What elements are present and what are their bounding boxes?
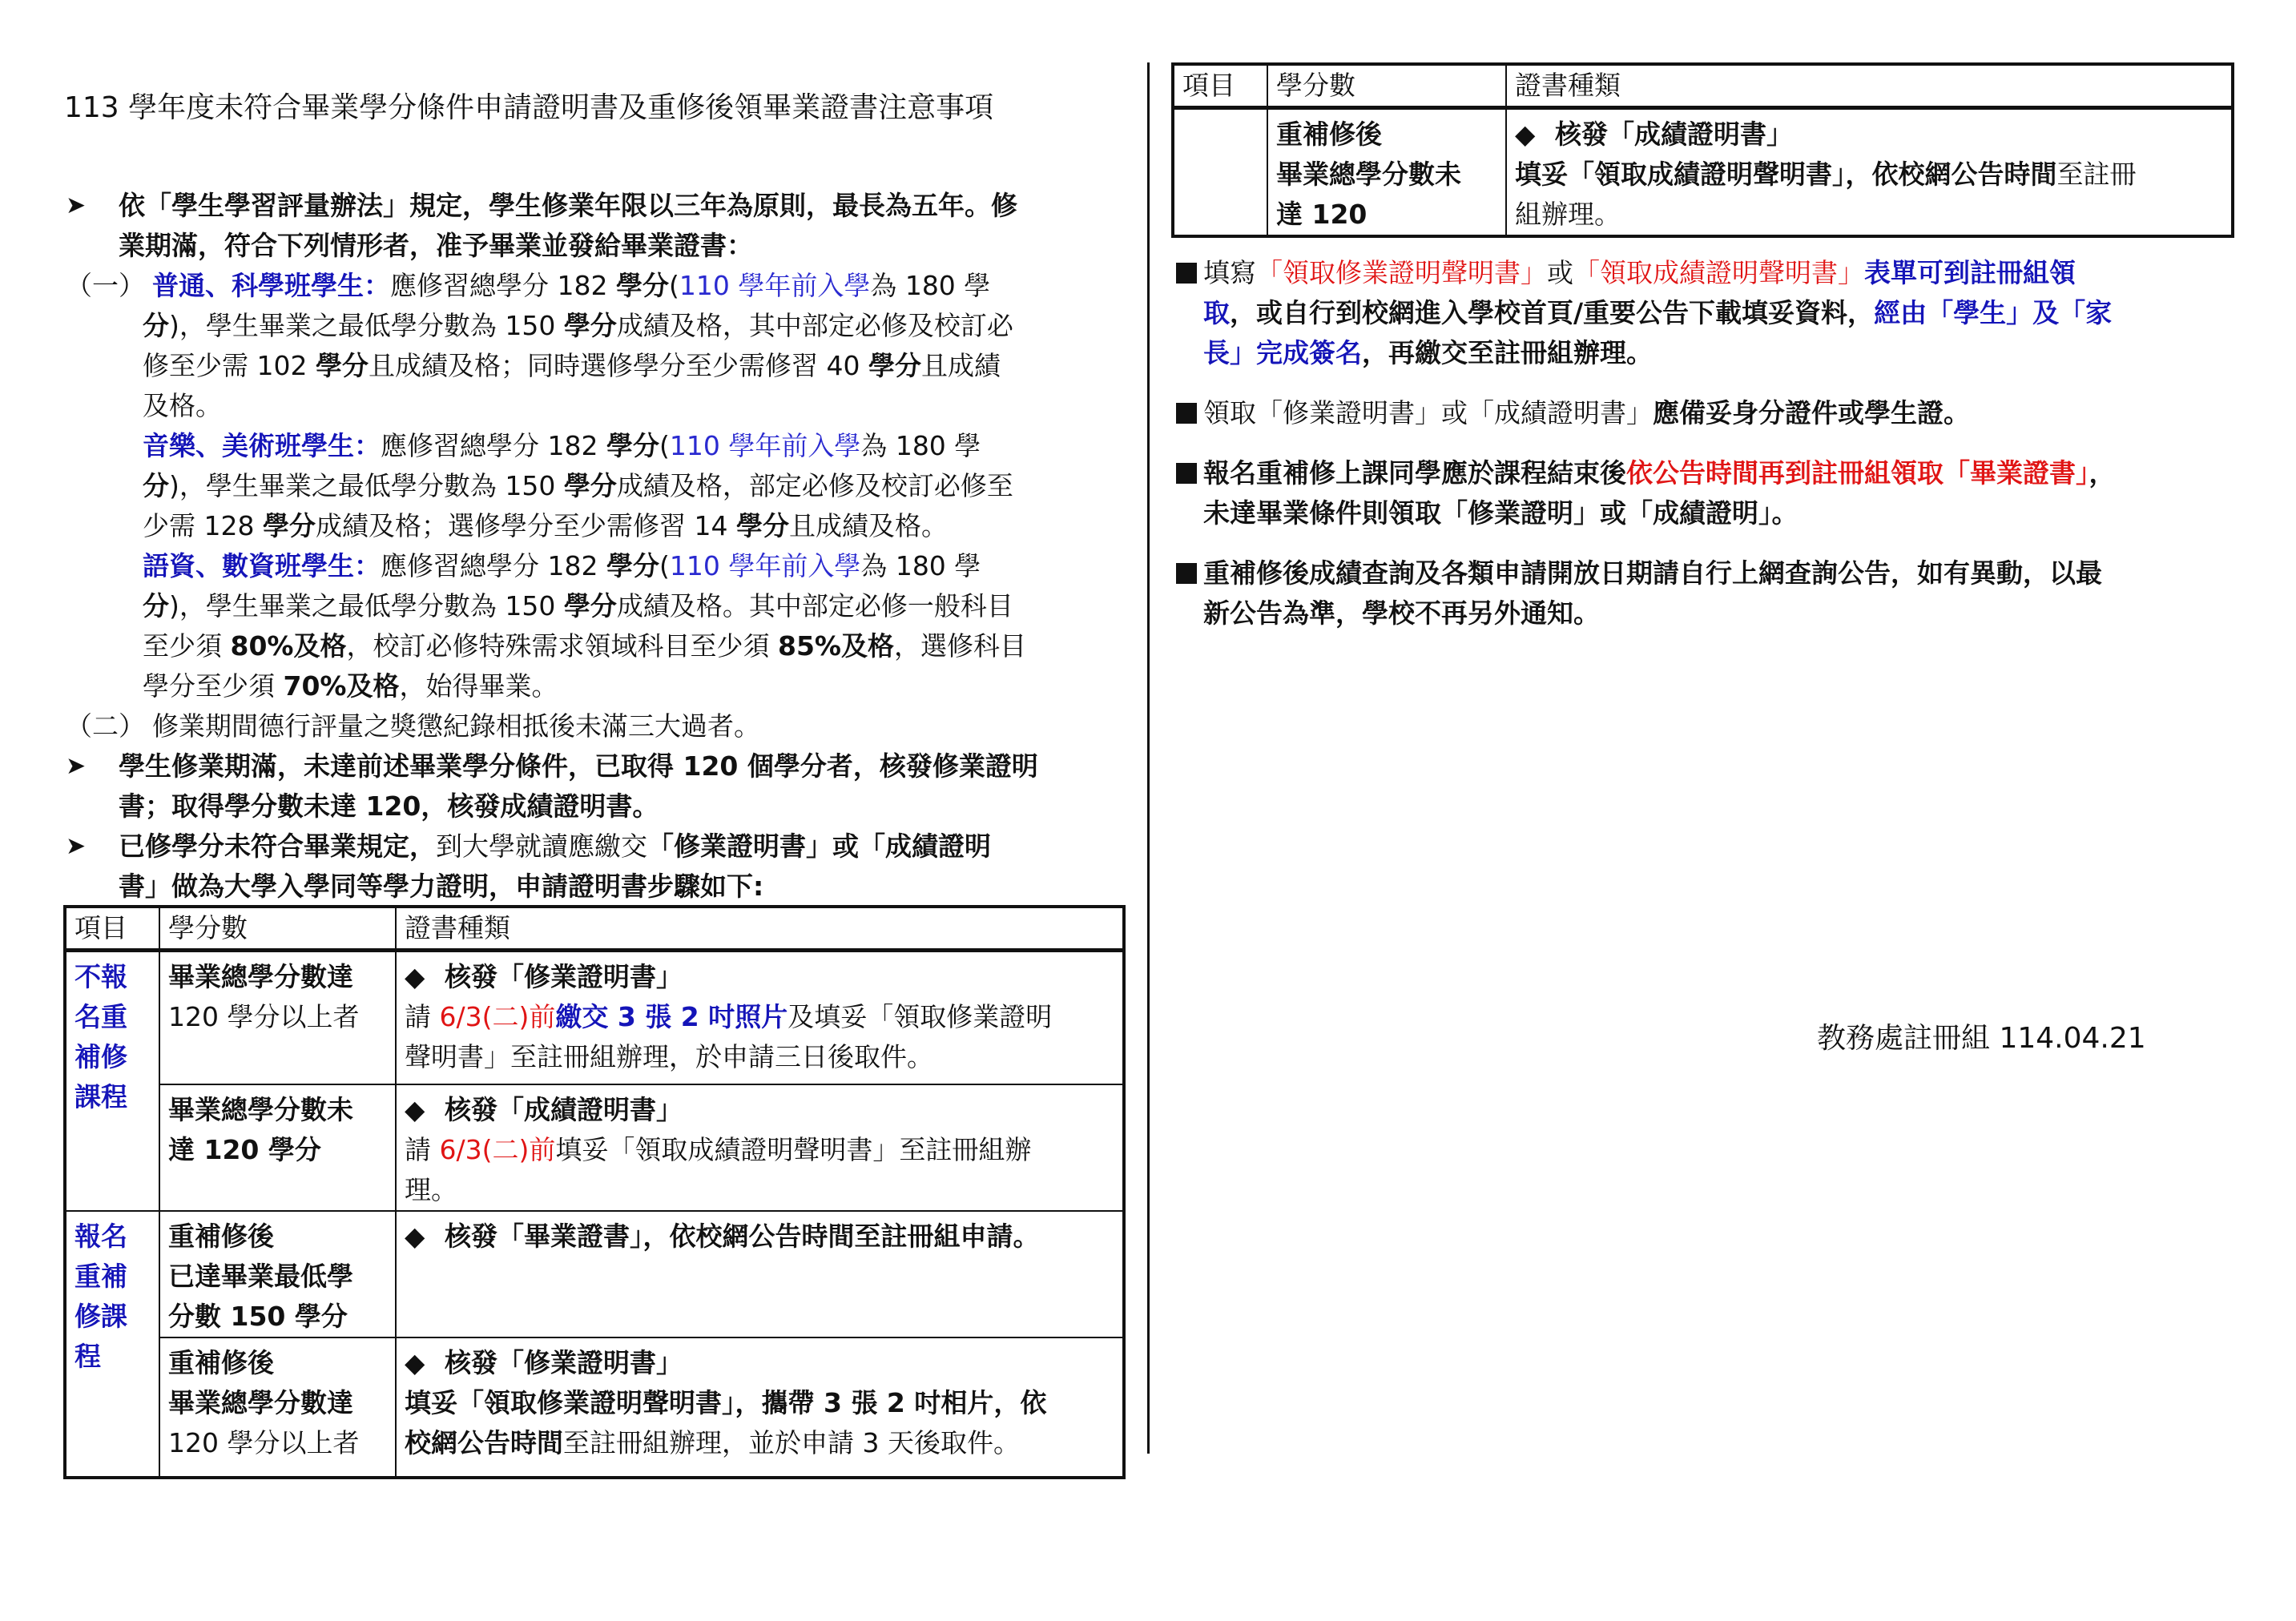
text-run: 為 180 學 [860, 430, 981, 461]
credits-line: 達 120 [1276, 199, 1368, 230]
credits-line: 畢業總學分數達 [168, 961, 353, 992]
header-item: 項目 [1173, 64, 1267, 108]
text-run: 或 [1547, 257, 1573, 288]
item-line: 修課 [75, 1300, 127, 1332]
text-run: 且成績 [920, 350, 1001, 381]
bullet3-line2: 書」做為大學入學同等學力證明，申請證明書步驟如下: [119, 871, 764, 902]
text-run: 修至少需 102 [143, 350, 316, 381]
credits-cell [159, 951, 396, 1084]
cert-title [405, 1090, 1114, 1130]
cert-line: 組辦理。 [1515, 199, 1621, 230]
text-run: 為 180 學 [860, 550, 981, 581]
item-line: 不報 [75, 961, 127, 992]
text-run: 學分 [606, 430, 659, 461]
arrowhead-bullet-icon: ➤ [66, 191, 87, 219]
text-run: ，始得畢業。 [399, 670, 558, 702]
cert-line [405, 1170, 1114, 1210]
text-run: 依公告時間再到註冊組領取「畢業證書」 [1626, 457, 2089, 489]
text-run: 填妥「領取修業證明聲明書」，攜帶 3 張 2 吋相片，依 [405, 1386, 1047, 1418]
gifted-class-heading: 語資、數資班學生： [143, 550, 381, 581]
text-run: 80%及格 [230, 630, 347, 662]
arts-class-line3 [143, 506, 948, 546]
text-run: 至少須 [143, 630, 231, 662]
cert-title [405, 1343, 1114, 1383]
text-run: 學分 [563, 310, 617, 341]
text-run: 應修習總學分 182 [390, 270, 616, 301]
diamond-bullet-icon: ◆ [405, 1093, 425, 1125]
text-run: 領取「修業證明書」或「成績證明書」 [1203, 397, 1653, 428]
text-run: 學分 [868, 350, 921, 381]
text-run: 6/3(二)前 [439, 1133, 556, 1165]
text-run: 分 [143, 310, 169, 341]
note-3-line2: 未達畢業條件則領取「修業證明」或「成績證明」。 [1203, 497, 1799, 529]
item-line: 課程 [75, 1081, 127, 1112]
note-3-line1 [1176, 453, 2116, 493]
general-class-line3 [143, 346, 1001, 386]
cert-line [405, 1383, 1114, 1423]
credits-cell [159, 1084, 396, 1211]
bullet3-line1 [119, 827, 991, 867]
black-square-bullet-icon [1176, 463, 1197, 484]
text-run: ( [659, 430, 670, 461]
text-run: 報名重補修上課同學應於課程結束後 [1203, 457, 1626, 489]
credits-cell [159, 1211, 396, 1337]
text-run: 學分 [315, 350, 369, 381]
text-run: 學分 [262, 510, 316, 541]
credits-line: 分數 150 學分 [168, 1300, 348, 1332]
issuer-signature-date: 教務處註冊組 114.04.21 [1817, 1022, 2146, 1055]
cert-cell [1506, 108, 2233, 237]
text-run: 已修學分未符合畢業規定， [119, 831, 436, 862]
text-run: ，選修科目 [894, 630, 1026, 662]
black-square-bullet-icon [1176, 563, 1197, 584]
text-run: ，校訂必修特殊需求領域科目至少須 [346, 630, 778, 662]
credits-line: 畢業總學分數達 [168, 1386, 353, 1418]
text-run: 分 [143, 470, 169, 501]
note-4-line2: 新公告為準，學校不再另外通知。 [1203, 597, 1600, 629]
diamond-bullet-icon: ◆ [405, 1346, 425, 1378]
black-square-bullet-icon [1176, 263, 1197, 284]
text-run: )，學生畢業之最低學分數為 150 [169, 590, 564, 621]
text-run: 經由「學生」及「家 [1874, 297, 2113, 328]
text-run: 且成績及格；同時選修學分至少需修習 40 [368, 350, 868, 381]
note-2-line1 [1176, 393, 1970, 433]
text-run: )，學生畢業之最低學分數為 150 [169, 470, 564, 501]
text-run: 分 [143, 590, 169, 621]
text-run: 核發「修業證明書」 [445, 961, 683, 992]
credits-line: 重補修後 [168, 1220, 274, 1252]
credits-cell [1267, 108, 1506, 237]
general-class-heading: 普通、科學班學生： [152, 270, 390, 301]
bullet2-line2: 書；取得學分數未達 120，核發成績證明書。 [119, 790, 659, 822]
header-credits: 學分數 [1267, 64, 1506, 108]
general-class-line1 [152, 266, 990, 306]
item2-label: （二） [66, 710, 145, 742]
table-row [65, 1337, 1124, 1478]
item-cell [1173, 108, 1267, 237]
item-cell [65, 951, 159, 1211]
text-run: 85%及格 [778, 630, 894, 662]
text-run: 學分至少須 [143, 670, 284, 702]
cert-cell [396, 1084, 1124, 1211]
arts-class-line2 [143, 466, 1013, 506]
text-run: 「領取成績證明聲明書」 [1573, 257, 1864, 288]
table-row [1173, 108, 2233, 237]
text-run: 110 學年前入學 [679, 270, 871, 301]
diamond-bullet-icon: ◆ [1515, 119, 1536, 150]
item-cell [65, 1211, 159, 1478]
header-cert-type: 證書種類 [396, 907, 1124, 951]
text-run: 成績及格，部定必修及校訂必修至 [616, 470, 1013, 501]
cert-line [405, 1423, 1114, 1463]
text-run: 聲明書」至註冊組辦理，於申請三日後取件。 [405, 1041, 933, 1072]
gifted-class-line4 [143, 666, 558, 706]
text-run: 至註冊組辦理，並於申請 3 天後取件。 [563, 1426, 1020, 1458]
bullet1-line1: 依「學生學習評量辦法」規定，學生修業年限以三年為原則，最長為五年。修 [119, 190, 1017, 221]
cert-line [1515, 155, 2223, 195]
certificate-steps-table [63, 905, 1126, 1479]
item1-label: （一） [66, 270, 145, 301]
diamond-bullet-icon: ◆ [405, 961, 425, 992]
credits-line: 畢業總學分數未 [1276, 159, 1461, 190]
text-run: 為 180 學 [870, 270, 991, 301]
item-line: 名重 [75, 1001, 127, 1032]
document-title: 113 學年度未符合畢業學分條件申請證明書及重修後領畢業證書注意事項 [64, 91, 994, 124]
cert-title [1515, 115, 2223, 155]
text-run: 成績及格；選修學分至少需修習 14 [315, 510, 736, 541]
general-class-line2 [143, 306, 1013, 346]
arrowhead-bullet-icon: ➤ [66, 832, 87, 860]
text-run: 及填妥「領取修業證明 [787, 1001, 1053, 1032]
text-run: 重補修後成績查詢及各類申請開放日期請自行上網查詢公告，如有異動，以最 [1203, 557, 2102, 589]
header-cert-type: 證書種類 [1506, 64, 2233, 108]
bullet1-line2: 業期滿，符合下列情形者，准予畢業並發給畢業證書： [119, 230, 753, 261]
text-run: 應備妥身分證件或學生證。 [1653, 397, 1970, 428]
item2-text: 修業期間德行評量之獎懲紀錄相抵後未滿三大過者。 [152, 710, 760, 742]
cert-line [405, 1130, 1114, 1170]
cert-line [405, 997, 1114, 1037]
text-run: 成績及格，其中部定必修及校訂必 [616, 310, 1013, 341]
note-1-line3 [1203, 333, 1653, 373]
credits-line: 重補修後 [1276, 119, 1382, 150]
general-class-line4: 及格。 [143, 390, 222, 421]
text-run: 校網公告時間 [405, 1426, 563, 1458]
arrowhead-bullet-icon: ➤ [66, 752, 87, 780]
column-divider [1147, 62, 1150, 1454]
cert-cell [396, 951, 1124, 1084]
gifted-class-line1 [143, 546, 981, 586]
text-run: 70%及格 [283, 670, 400, 702]
table-header-row [65, 907, 1124, 951]
header-item: 項目 [65, 907, 159, 951]
note-1-line2 [1203, 293, 2112, 333]
text-run: ( [668, 270, 679, 301]
text-run: 到大學就讀應繳交 [436, 831, 647, 862]
item-line: 重補 [75, 1260, 127, 1292]
text-run: 請 [405, 1133, 440, 1165]
text-run: 填妥「領取成績證明聲明書」，依校網公告時間 [1515, 159, 2057, 190]
text-run: 110 學年前入學 [669, 430, 861, 461]
text-run: ，或自行到校網進入學校首頁/重要公告下載填妥資料， [1230, 297, 1875, 328]
text-run: 「修業證明書」或「成績證明 [647, 831, 991, 862]
text-run: 核發「畢業證書」，依校網公告時間至註冊組申請。 [445, 1220, 1040, 1252]
item-line: 補修 [75, 1041, 127, 1072]
text-run: ， [2089, 457, 2116, 489]
table-header-row [1173, 64, 2233, 108]
text-run: 少需 128 [143, 510, 263, 541]
table-row [65, 1211, 1124, 1337]
bullet2-line1: 學生修業期滿，未達前述畢業學分條件，已取得 120 個學分者，核發修業證明 [119, 750, 1038, 782]
cert-cell [396, 1337, 1124, 1478]
credits-line: 重補修後 [168, 1346, 274, 1378]
item-line: 程 [75, 1340, 101, 1372]
text-run: 成績及格。其中部定必修一般科目 [616, 590, 1013, 621]
text-run: 學分 [606, 550, 659, 581]
text-run: 理。 [405, 1173, 457, 1205]
text-run: 至註冊 [2056, 159, 2137, 190]
text-run: 請 [405, 1001, 440, 1032]
note-1-line1 [1176, 253, 2076, 293]
text-run: 且成績及格。 [788, 510, 948, 541]
table-row [65, 951, 1124, 1084]
text-run: ，再繳交至註冊組辦理。 [1362, 337, 1653, 368]
black-square-bullet-icon [1176, 403, 1197, 424]
item-line: 報名 [75, 1220, 127, 1252]
text-run: 填寫 [1203, 257, 1256, 288]
text-run: 6/3(二)前 [439, 1001, 556, 1032]
text-run: 應修習總學分 182 [381, 430, 606, 461]
arts-class-heading: 音樂、美術班學生： [143, 430, 381, 461]
credits-line: 120 學分以上者 [168, 1426, 360, 1458]
gifted-class-line3 [143, 626, 1026, 666]
retake-cert-table [1171, 62, 2234, 238]
text-run: 應修習總學分 182 [381, 550, 606, 581]
header-credits: 學分數 [159, 907, 396, 951]
text-run: 核發「成績證明書」 [1555, 119, 1793, 150]
text-run: 學分 [735, 510, 789, 541]
credits-cell [159, 1337, 396, 1478]
text-run: )，學生畢業之最低學分數為 150 [169, 310, 564, 341]
text-run: 繳交 3 張 2 吋照片 [555, 1001, 788, 1032]
diamond-bullet-icon: ◆ [405, 1220, 425, 1252]
text-run: 學分 [563, 470, 617, 501]
cert-title [405, 1217, 1114, 1257]
cert-line [405, 1037, 1114, 1077]
credits-line: 達 120 學分 [168, 1133, 321, 1165]
text-run: 學分 [615, 270, 669, 301]
gifted-class-line2 [143, 586, 1013, 626]
credits-line: 120 學分以上者 [168, 1001, 360, 1032]
cert-title [405, 957, 1114, 997]
note-4-line1 [1176, 553, 2102, 593]
text-run: 長」完成簽名 [1203, 337, 1362, 368]
text-run: 學分 [563, 590, 617, 621]
text-run: ( [659, 550, 670, 581]
text-run: 核發「成績證明書」 [445, 1093, 683, 1125]
text-run: 表單可到註冊組領 [1864, 257, 2076, 288]
text-run: 110 學年前入學 [669, 550, 861, 581]
credits-line: 已達畢業最低學 [168, 1260, 353, 1292]
table-row [65, 1084, 1124, 1211]
credits-line: 畢業總學分數未 [168, 1093, 353, 1125]
text-run: 取 [1203, 297, 1230, 328]
arts-class-line1 [143, 426, 981, 466]
cert-cell [396, 1211, 1124, 1337]
text-run: 核發「修業證明書」 [445, 1346, 683, 1378]
text-run: 「領取修業證明聲明書」 [1256, 257, 1547, 288]
text-run: 填妥「領取成績證明聲明書」至註冊組辦 [555, 1133, 1032, 1165]
